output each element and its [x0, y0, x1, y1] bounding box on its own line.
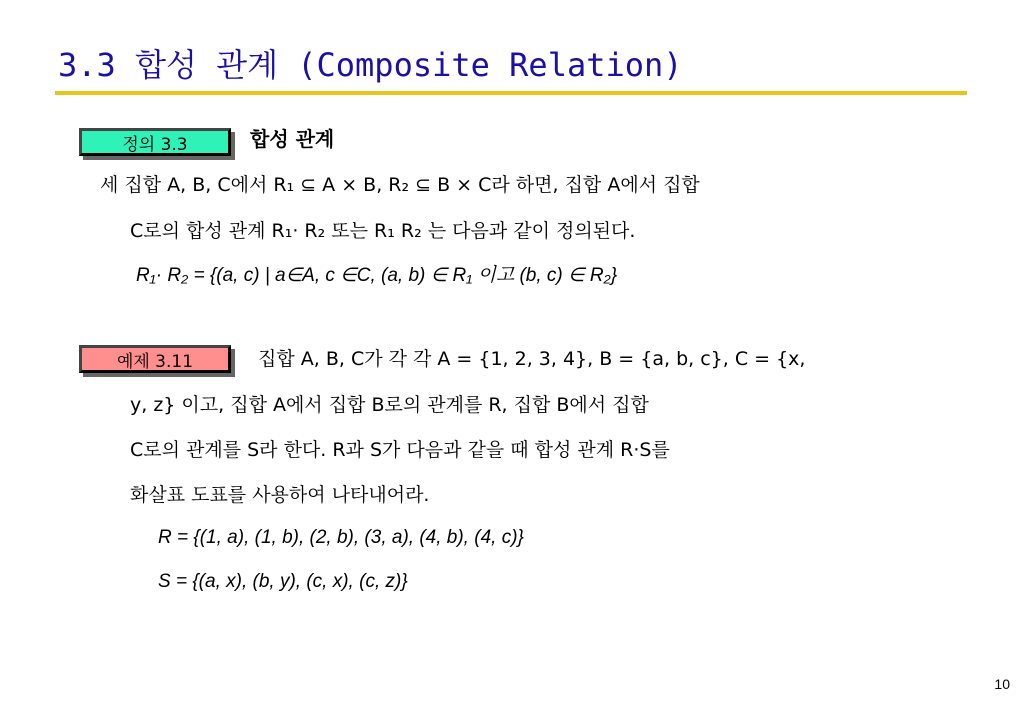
- relation-s-set: S = {(a, x), (b, y), (c, x), (c, z)}: [158, 571, 408, 592]
- relation-r-set: R = {(1, a), (1, b), (2, b), (3, a), (4, b), (4, c)}: [158, 527, 524, 548]
- definition-heading: 합성 관계: [250, 127, 335, 151]
- example-tag: 예제 3.11: [79, 345, 231, 373]
- definition-formula: R₁· R₂ = {(a, c) | a∈A, c ∈C, (a, b) ∈ R₁ 이고 (b, c) ∈ R₂}: [136, 265, 618, 286]
- example-line-1: 집합 A, B, C가 각 각 A = {1, 2, 3, 4}, B = {a, b, c}, C = {x,: [258, 348, 806, 370]
- definition-line-1: 세 집합 A, B, C에서 R₁ ⊆ A × B, R₂ ⊆ B × C라 하면, 집합 A에서 집합: [100, 174, 700, 196]
- title-underline: [55, 91, 967, 95]
- example-line-4: 화살표 도표를 사용하여 나타내어라.: [130, 484, 430, 506]
- example-line-3: C로의 관계를 S라 한다. R과 S가 다음과 같을 때 합성 관계 R·S를: [130, 439, 670, 461]
- slide-title: 3.3 합성 관계 (Composite Relation): [58, 46, 683, 84]
- page-number: 10: [994, 676, 1010, 692]
- definition-tag: 정의 3.3: [79, 128, 231, 156]
- definition-line-2: C로의 합성 관계 R₁· R₂ 또는 R₁ R₂ 는 다음과 같이 정의된다.: [130, 220, 636, 242]
- example-line-2: y, z} 이고, 집합 A에서 집합 B로의 관계를 R, 집합 B에서 집합: [130, 394, 649, 416]
